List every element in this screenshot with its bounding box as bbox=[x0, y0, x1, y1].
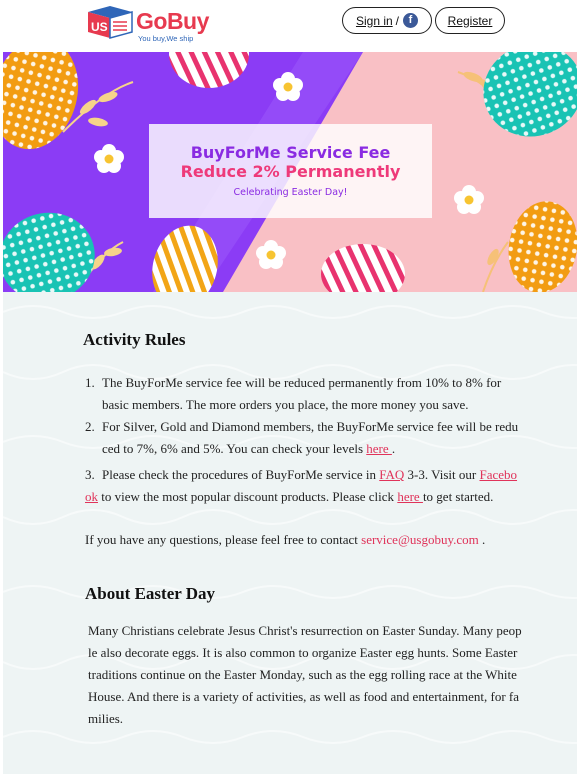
contact-email-link[interactable]: service@usgobuy.com bbox=[361, 532, 479, 547]
register-button[interactable] bbox=[435, 7, 505, 34]
easter-promo-banner[interactable] bbox=[3, 52, 577, 292]
signin-label[interactable]: Sign in bbox=[355, 13, 393, 28]
rule-3-line-2 bbox=[85, 486, 493, 508]
paragraph-line: House. And there is a variety of activities, as well as food and entertainment, for fa bbox=[88, 689, 520, 704]
rule-item-1 bbox=[85, 372, 505, 416]
banner-tagline: Celebrating Easter Day! bbox=[233, 187, 348, 198]
rule-number: 2. bbox=[85, 419, 95, 434]
about-easter-heading: About Easter Day bbox=[85, 584, 216, 603]
facebook-link[interactable]: Facebo bbox=[479, 467, 518, 482]
paragraph-line: Many Christians celebrate Jesus Christ's resurrection on Easter Sunday. Many peop bbox=[88, 623, 522, 638]
rule-2-end: . bbox=[391, 441, 396, 456]
rule-number: 3. bbox=[85, 467, 95, 482]
about-easter-paragraph bbox=[85, 620, 522, 732]
faq-link[interactable]: FAQ bbox=[379, 467, 405, 482]
facebook-link-continued[interactable]: ok bbox=[85, 489, 98, 504]
contact-end: . bbox=[478, 532, 486, 547]
rule-3-text-mid: 3-3. Visit our bbox=[404, 467, 480, 482]
rule-number: 1. bbox=[85, 375, 95, 390]
rule-item-2 bbox=[85, 416, 519, 460]
rule-1-line-2: basic members. The more orders you place, the more money you save. bbox=[102, 397, 469, 412]
rule-1-line-1: The BuyForMe service fee will be reduced permanently from 10% to 8% for bbox=[102, 375, 502, 390]
gobuy-logo[interactable] bbox=[84, 4, 214, 44]
rule-3-end: to get started. bbox=[422, 489, 494, 504]
rule-3-line-1 bbox=[102, 464, 517, 486]
facebook-icon[interactable]: f bbox=[403, 13, 418, 28]
brand-slogan: You buy,We ship bbox=[138, 34, 194, 43]
logo-box-icon bbox=[84, 4, 136, 44]
get-started-here-link[interactable]: here bbox=[397, 489, 423, 504]
banner-title: BuyForMe Service Fee bbox=[190, 143, 391, 162]
paragraph-line: le also decorate eggs. It is also common to organize Easter egg hunts. Some Easter bbox=[88, 645, 518, 660]
paragraph-line: traditions continue on the Easter Monday, such as the egg rolling race at the White bbox=[88, 667, 517, 682]
signin-separator: / bbox=[395, 13, 400, 28]
contact-text: If you have any questions, please feel free to contact bbox=[85, 532, 362, 547]
rule-3-text-2: to view the most popular discount products. Please click bbox=[98, 489, 398, 504]
banner-subtitle: Reduce 2% Permanently bbox=[180, 162, 401, 181]
signin-button[interactable] bbox=[342, 7, 432, 34]
article-content bbox=[3, 292, 577, 774]
register-label[interactable]: Register bbox=[447, 13, 493, 28]
levels-here-link[interactable]: here bbox=[366, 441, 392, 456]
rule-3-text: Please check the procedures of BuyForMe service in bbox=[102, 467, 380, 482]
rule-item-3 bbox=[85, 464, 518, 508]
rule-2-line-1: For Silver, Gold and Diamond members, the BuyForMe service fee will be redu bbox=[102, 419, 519, 434]
activity-rules-heading: Activity Rules bbox=[83, 330, 186, 349]
contact-line bbox=[85, 532, 485, 548]
site-header bbox=[0, 0, 580, 50]
rule-2-line-2 bbox=[102, 438, 395, 460]
brand-name: GoBuy bbox=[136, 8, 209, 34]
paragraph-line: milies. bbox=[88, 711, 124, 726]
banner-text-panel bbox=[149, 124, 432, 218]
logo-badge-text: US bbox=[91, 20, 108, 34]
rule-2-text: ced to 7%, 6% and 5%. You can check your levels bbox=[102, 441, 367, 456]
